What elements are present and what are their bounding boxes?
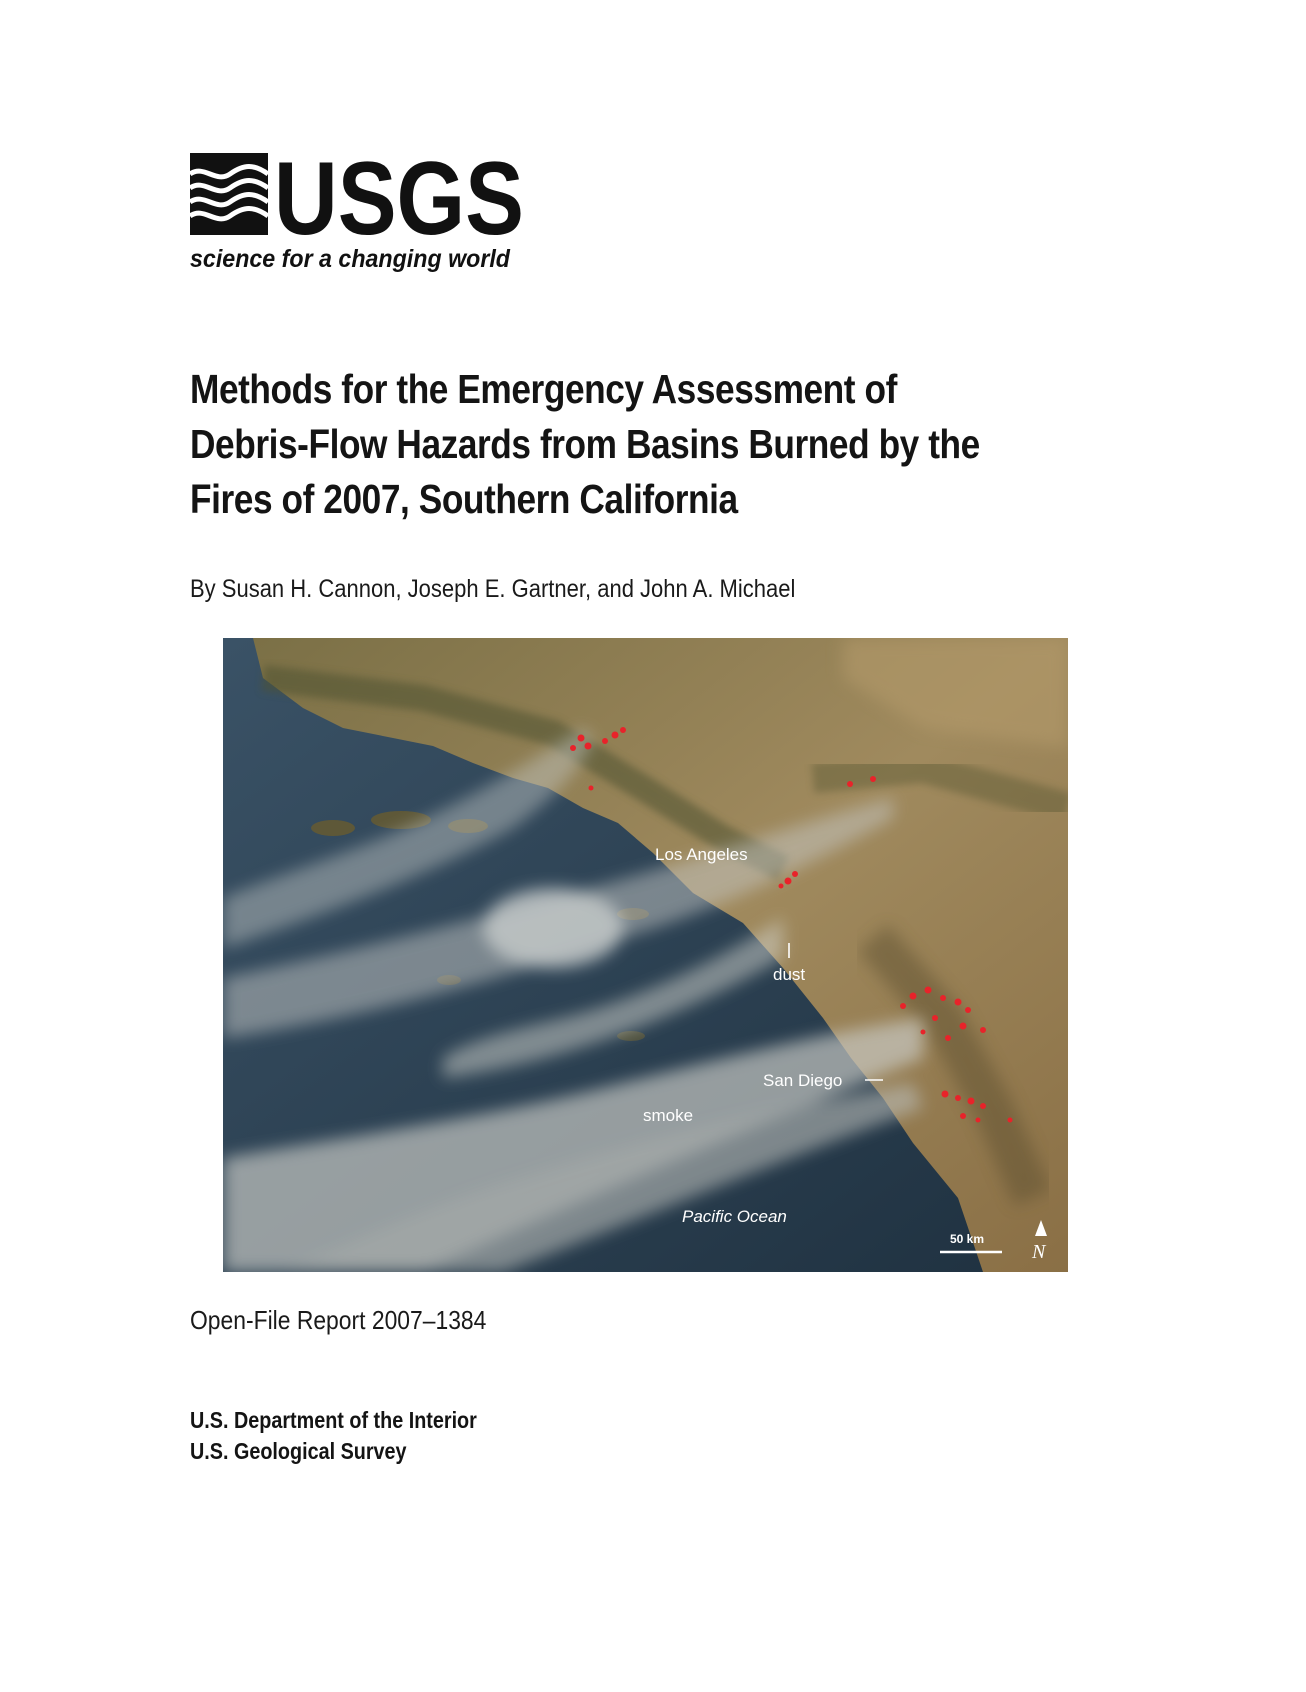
label-dust: dust — [773, 965, 806, 984]
label-san-diego: San Diego — [763, 1071, 843, 1090]
label-pacific-ocean: Pacific Ocean — [682, 1207, 787, 1226]
department-name: U.S. Department of the Interior — [190, 1407, 477, 1433]
label-los-angeles: Los Angeles — [655, 845, 748, 864]
report-number: Open-File Report 2007–1384 — [190, 1305, 487, 1335]
usgs-wordmark: USGS — [274, 150, 524, 257]
authors-line: By Susan H. Cannon, Joseph E. Gartner, and John A. Michael — [190, 575, 796, 603]
label-scale: 50 km — [950, 1232, 985, 1246]
usgs-tagline: science for a changing world — [190, 245, 511, 273]
usgs-logo — [190, 150, 530, 275]
report-title — [190, 362, 1016, 527]
title-line: Methods for the Emergency Assessment of — [190, 366, 897, 412]
department-block — [190, 1405, 477, 1467]
usgs-wave-icon — [190, 153, 268, 235]
survey-name: U.S. Geological Survey — [190, 1438, 407, 1464]
label-smoke: smoke — [643, 1106, 694, 1125]
satellite-image — [223, 638, 1068, 1272]
title-line: Fires of 2007, Southern California — [190, 476, 738, 522]
title-line: Debris-Flow Hazards from Basins Burned by the — [190, 421, 980, 467]
svg-text:N: N — [1032, 1241, 1046, 1263]
